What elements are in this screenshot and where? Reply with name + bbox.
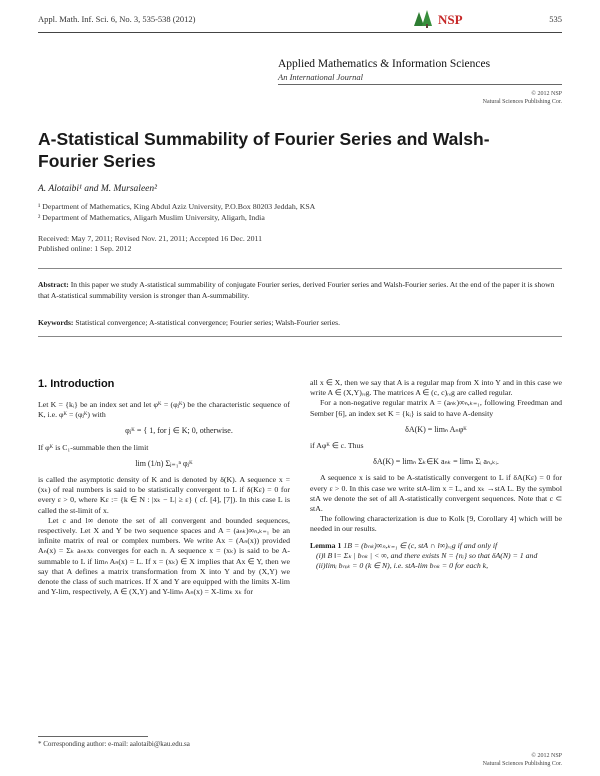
copyright-bottom xyxy=(483,752,562,768)
abstract-label: Abstract: xyxy=(38,280,69,289)
copyright-line-2: Natural Sciences Publishing Cor. xyxy=(482,99,562,105)
lemma-statement: 1B = (bₙₖ)∞ₙ,ₖ₌₁ ∈ (c, stA ∩ l∞)ᵣₑg if and only if xyxy=(343,540,498,550)
lemma xyxy=(310,541,562,551)
journal-rule xyxy=(278,84,562,85)
formula: φⱼᴷ = { 1, for j ∈ K; 0, otherwise. xyxy=(125,426,233,436)
journal-logo xyxy=(408,8,498,30)
paragraph: The following characterization is due to Kolk [9, Corollary 4] which will be needed in our results. xyxy=(310,514,562,534)
lemma-condition-i: (i)‖ B ‖= Σₖ | bₙₖ | < ∞, and there exists N = {nᵢ} so that δA(N) = 1 and xyxy=(316,550,538,560)
abstract-rule-bottom xyxy=(38,336,562,337)
paragraph: For a non-negative regular matrix A = (aₙₖ)∞ₙ,ₖ₌₁, following Freedman and Sember [6], an index set K = {kᵢ} is said to have A-density xyxy=(310,398,562,418)
copyright-line-1: © 2012 NSP xyxy=(531,91,562,97)
formula: δA(K) = limₙ Aₙφᴷ xyxy=(405,424,467,434)
keywords-text: Statistical convergence; A-statistical convergence; Fourier series; Walsh-Fourier series. xyxy=(75,318,341,327)
copyright-top xyxy=(483,90,562,106)
left-column xyxy=(38,400,290,597)
paragraph: A sequence x is said to be A-statistically convergent to L if δA(Kε) = 0 for every ε > 0. In this case we write stA-lim x = L, and xₖ →stA L. By the symbol stA we denote the set of all A-statistically convergent sequences. Note that c ⊂ stA. xyxy=(310,473,562,514)
copyright-line-2: Natural Sciences Publishing Cor. xyxy=(482,761,562,767)
affiliation-1: ¹ Department of Mathematics, King Abdul Aziz University, P.O.Box 80203 Jeddah, KSA xyxy=(38,202,316,211)
footnote-rule xyxy=(38,736,148,737)
paragraph: If φᴷ is C₁-summable then the limit xyxy=(38,442,149,452)
paragraph: Let K = {kᵢ} be an index set and let φᴷ = (φⱼᴷ) be the characteristic sequence of K, i.e. φᴷ = (φⱼᴷ) with xyxy=(38,400,290,420)
svg-text:NSP: NSP xyxy=(438,12,463,27)
paragraph: if Aφᴷ ∈ c. Thus xyxy=(310,441,364,451)
formula: lim (1/n) Σⱼ₌₁ⁿ φⱼᴷ xyxy=(135,458,193,468)
abstract xyxy=(38,280,562,301)
running-head: Appl. Math. Inf. Sci. 6, No. 3, 535-538 (2012) xyxy=(38,14,196,24)
formula: δA(K) = limₙ Σₖ∈K aₙₖ = limₙ Σᵢ aₙ,ₖᵢ. xyxy=(373,457,499,467)
paragraph: is called the asymptotic density of K and is denoted by δ(K). A sequence x = (xₖ) of real numbers is said to be statistically convergent to L if δ(Kε) = 0 for every ε > 0, where Kε := {k ∈ N : |xₖ − L| ≥ ε} ( cf. [4], [7]). In this case L is called the st-limit of x. xyxy=(38,475,290,515)
header-rule xyxy=(38,32,562,33)
copyright-line-1: © 2012 NSP xyxy=(531,753,562,759)
journal-name: Applied Mathematics & Information Sciences xyxy=(278,58,491,70)
lemma-condition-ii: (ii)limᵢ bₙᵢₖ = 0 (k ∈ N), i.e. stA-lim bₙₖ = 0 for each k, xyxy=(316,561,489,571)
section-heading: 1. Introduction xyxy=(38,378,115,390)
right-column xyxy=(310,378,562,571)
keywords-label: Keywords: xyxy=(38,318,74,327)
abstract-text: In this paper we study A-statistical summability of conjugate Fourier series, derived Fourier series and Walsh-Fourier series. At the end of the paper it is shown that A-statistical summability version is stronger than A-summability. xyxy=(38,280,555,300)
abstract-rule-top xyxy=(38,268,562,269)
affiliation-2: ² Department of Mathematics, Aligarh Muslim University, Aligarh, India xyxy=(38,213,265,222)
authors: A. Alotaibi¹ and M. Mursaleen² xyxy=(38,184,157,194)
keywords xyxy=(38,318,562,327)
journal-subtitle: An International Journal xyxy=(278,72,363,82)
received-dates: Received: May 7, 2011; Revised Nov. 21, 2011; Accepted 16 Dec. 2011 xyxy=(38,234,263,243)
paragraph: Let c and l∞ denote the set of all convergent and bounded sequences, respectively. Let X and Y be two sequence spaces and A = (aₙₖ)∞ₙ,ₖ₌₁ be an infinite matrix of real or complex numbers. We write Ax = (Aₙ(x)) provided Aₙ(x) = Σₖ aₙₖxₖ converges for each n. A sequence x = (xₖ) is said to be A-summable to L if limₙ Aₙ(x) = L. If x = (xₖ) ∈ X implies that Ax ∈ Y, then we say that A defines a matrix transformation from X into Y and by (X,Y) we denote the class of such matrices. If X and Y are equipped with the limits X-lim and Y-lim, respectively, A ∈ (X,Y) and Y-limₙ Aₙ(x) = X-limₖ xₖ for xyxy=(38,515,290,597)
corresponding-author-footnote: * Corresponding author: e-mail: aalotaibi@kau.edu.sa xyxy=(38,740,190,748)
page-number: 535 xyxy=(549,14,562,24)
paragraph: all x ∈ X, then we say that A is a regular map from X into Y and in this case we write A ∈ (X,Y)ᵣₑg. The matrices A ∈ (c, c)ᵣₑg are called regular. xyxy=(310,378,562,398)
published-date: Published online: 1 Sep. 2012 xyxy=(38,244,132,253)
article-title: A-Statistical Summability of Fourier Series and Walsh-Fourier Series xyxy=(38,129,490,171)
lemma-heading: Lemma 1 xyxy=(310,540,342,550)
tree-icon xyxy=(414,10,432,28)
